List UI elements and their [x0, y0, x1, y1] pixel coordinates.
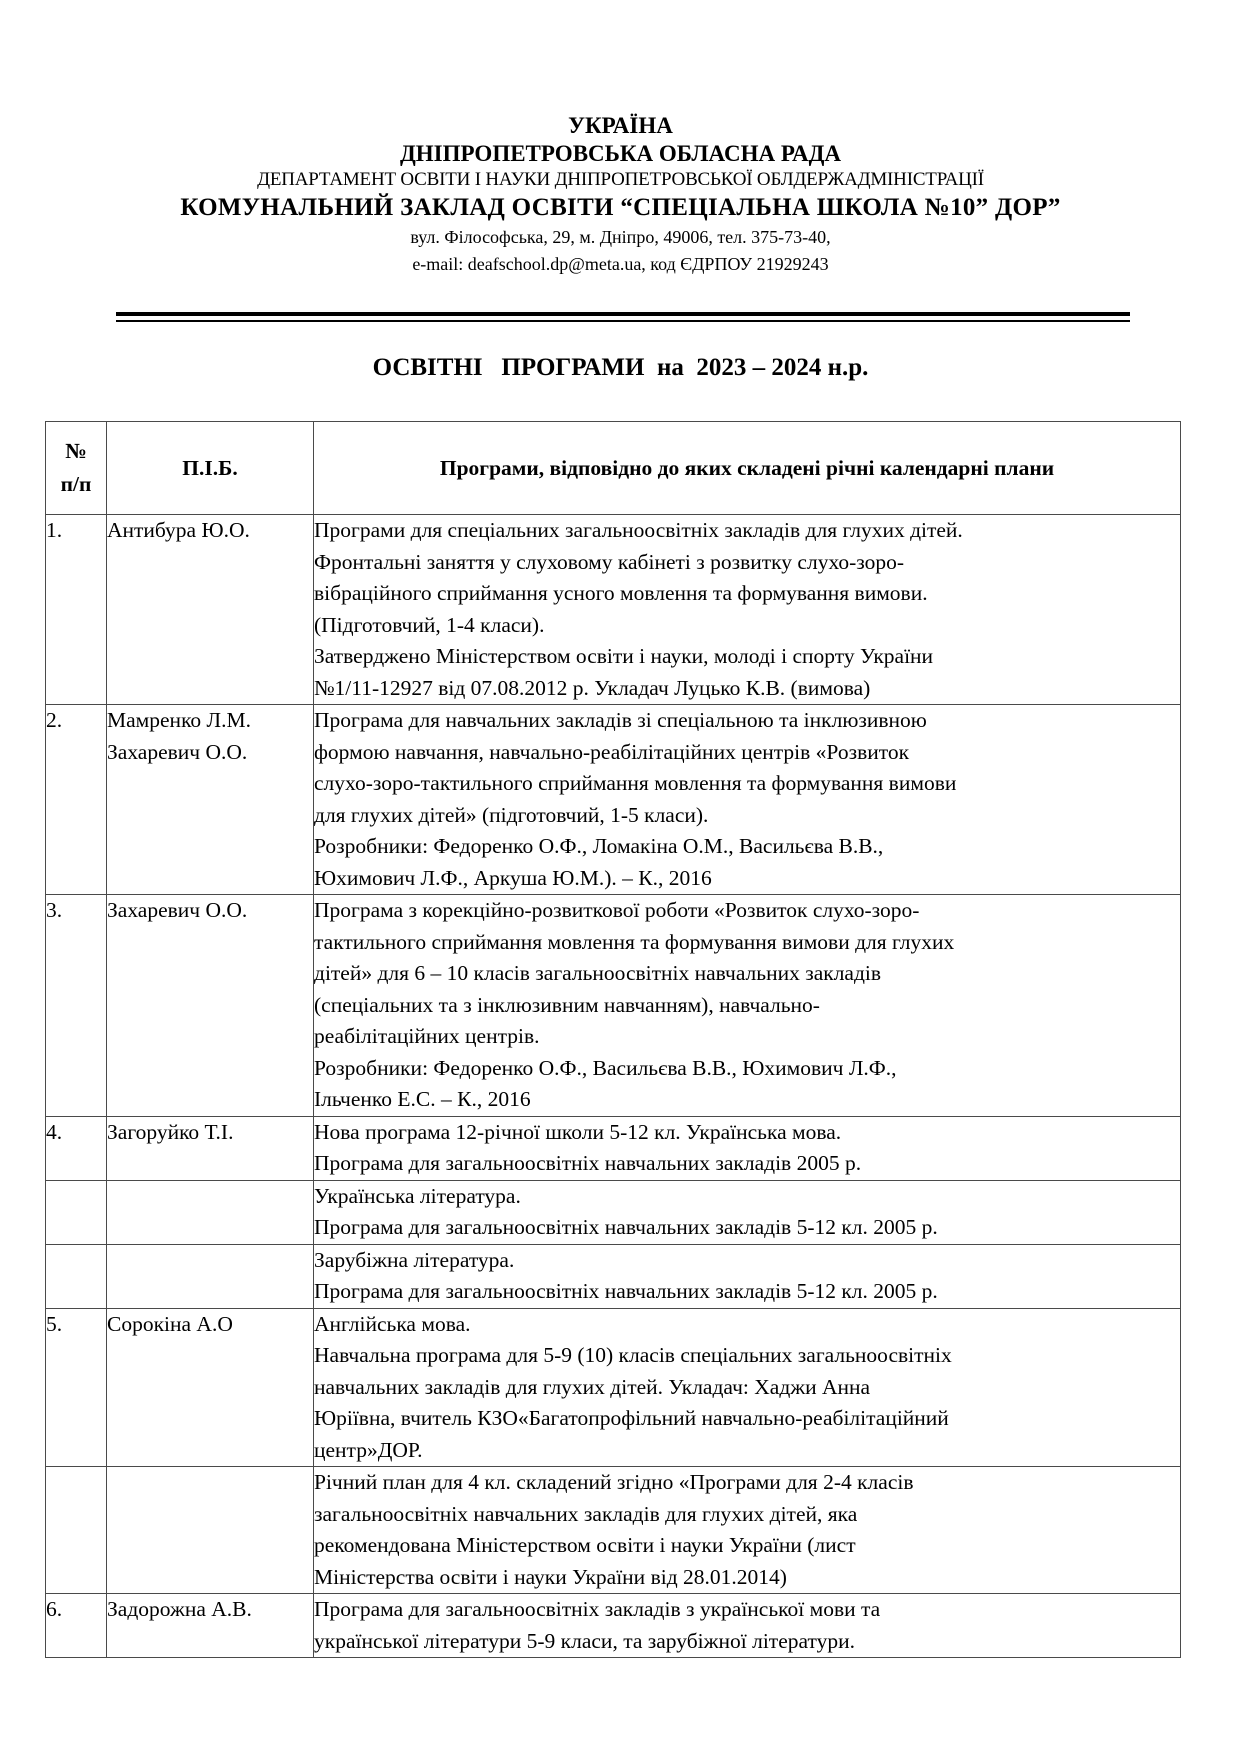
table-row — [46, 705, 1181, 895]
table-row — [46, 1594, 1181, 1658]
row-teacher — [107, 705, 314, 895]
teacher-name: Загоруйко Т.І. — [107, 1119, 234, 1144]
letterhead-school-name: КОМУНАЛЬНИЙ ЗАКЛАД ОСВІТИ “СПЕЦІАЛЬНА ШКОЛА №10” ДОР” — [180, 194, 1061, 221]
letterhead-department: ДЕПАРТАМЕНТ ОСВІТИ І НАУКИ ДНІПРОПЕТРОВСЬКОЇ ОБЛДЕРЖАДМІНІСТРАЦІЇ — [257, 169, 984, 190]
teacher-name: Задорожна А.В. — [107, 1597, 252, 1621]
row-programs — [314, 1594, 1181, 1658]
row-programs — [314, 1180, 1181, 1244]
program-text-line: центр»ДОР. — [314, 1437, 423, 1462]
header-number — [46, 422, 107, 515]
letterhead — [0, 112, 1241, 278]
program-text-line: Нова програма 12-річної школи 5-12 кл. Українська мова. — [314, 1119, 842, 1144]
row-programs — [314, 1116, 1181, 1180]
program-text-line: української літератури 5-9 класи, та зарубіжної літератури. — [314, 1628, 855, 1653]
row-teacher — [107, 895, 314, 1117]
program-text-line: Ільченко Е.С. – К., 2016 — [314, 1087, 531, 1111]
program-text-line: Зарубіжна література. — [314, 1247, 515, 1272]
table-row — [46, 1467, 1181, 1594]
program-text-line: Програми для спеціальних загальноосвітніх закладів для глухих дітей. — [314, 518, 963, 542]
program-text-line: Затверджено Міністерством освіти і науки, молоді і спорту України — [314, 644, 934, 668]
header-number-sign: № — [65, 439, 87, 463]
row-teacher — [107, 515, 314, 705]
row-number: 3. — [46, 895, 107, 1117]
row-teacher — [107, 1244, 314, 1308]
program-text-line: вібраційного сприймання усного мовлення та формування вимови. — [314, 581, 928, 605]
header-programs: Програми, відповідно до яких складені річні календарні плани — [314, 422, 1181, 515]
row-number — [46, 1467, 107, 1594]
row-programs — [314, 515, 1181, 705]
table-row — [46, 1180, 1181, 1244]
program-text-line: Програма для загальноосвітніх навчальних закладів 5-12 кл. 2005 р. — [314, 1215, 938, 1239]
row-teacher — [107, 1594, 314, 1658]
program-text-line: навчальних закладів для глухих дітей. Укладач: Хаджи Анна — [314, 1374, 871, 1399]
program-text-line: дітей» для 6 – 10 класів загальноосвітніх навчальних закладів — [314, 961, 882, 985]
teacher-name: Антибура Ю.О. — [107, 518, 250, 542]
program-text-line: загальноосвітніх навчальних закладів для глухих дітей, яка — [314, 1501, 858, 1526]
programs-table — [45, 421, 1181, 1658]
program-text-line: №1/11-12927 від 07.08.2012 р. Укладач Луцько К.В. (вимова) — [314, 675, 871, 700]
row-programs — [314, 1308, 1181, 1467]
teacher-name: Сорокіна А.О — [107, 1311, 233, 1336]
table-body — [46, 515, 1181, 1658]
program-text-line: (Підготовчий, 1-4 класи). — [314, 612, 545, 637]
program-text-line: формою навчання, навчально-реабілітаційних центрів «Розвиток — [314, 739, 910, 764]
row-programs — [314, 1467, 1181, 1594]
table-row — [46, 895, 1181, 1117]
teacher-name: Захаревич О.О. — [107, 898, 248, 922]
table-header-row — [46, 422, 1181, 515]
table-row — [46, 1116, 1181, 1180]
row-number: 4. — [46, 1116, 107, 1180]
letterhead-divider-thick — [116, 312, 1130, 316]
program-text-line: тактильного сприймання мовлення та формування вимови для глухих — [314, 929, 955, 954]
program-text-line: Англійська мова. — [314, 1311, 471, 1336]
program-text-line: Фронтальні заняття у слуховому кабінеті з розвитку слухо-зоро- — [314, 549, 905, 574]
row-number — [46, 1244, 107, 1308]
program-text-line: (спеціальних та з інклюзивним навчанням), навчально- — [314, 992, 820, 1017]
header-number-abbr: п/п — [60, 472, 92, 496]
program-text-line: Юріївна, вчитель КЗО«Багатопрофільний навчально-реабілітаційний — [314, 1406, 949, 1430]
program-text-line: слухо-зоро-тактильного сприймання мовлення та формування вимови — [314, 771, 957, 795]
table-row — [46, 1244, 1181, 1308]
row-programs — [314, 1244, 1181, 1308]
header-name: П.І.Б. — [107, 422, 314, 515]
program-text-line: Програма з корекційно-розвиткової роботи «Розвиток слухо-зоро- — [314, 898, 920, 922]
program-text-line: Розробники: Федоренко О.Ф., Ломакіна О.М., Васильєва В.В., — [314, 834, 884, 858]
row-programs — [314, 705, 1181, 895]
document-title: ОСВІТНІ ПРОГРАМИ на 2023 – 2024 н.р. — [372, 354, 869, 381]
program-text-line: Українська література. — [314, 1183, 521, 1208]
program-text-line: реабілітаційних центрів. — [314, 1024, 540, 1048]
row-number: 2. — [46, 705, 107, 895]
row-teacher — [107, 1467, 314, 1594]
row-teacher — [107, 1116, 314, 1180]
teacher-name: Захаревич О.О. — [107, 739, 248, 764]
program-text-line: Навчальна програма для 5-9 (10) класів спеціальних загальноосвітніх — [314, 1343, 952, 1367]
table-row — [46, 515, 1181, 705]
row-number: 1. — [46, 515, 107, 705]
letterhead-divider-thin — [116, 320, 1130, 322]
program-text-line: Річний план для 4 кл. складений згідно «Програми для 2-4 класів — [314, 1470, 914, 1494]
program-text-line: Міністерства освіти і науки України від 28.01.2014) — [314, 1564, 787, 1589]
row-number — [46, 1180, 107, 1244]
letterhead-country: УКРАЇНА — [568, 113, 673, 138]
row-teacher — [107, 1308, 314, 1467]
teacher-name: Мамренко Л.М. — [107, 708, 251, 732]
program-text-line: Програма для навчальних закладів зі спеціальною та інклюзивною — [314, 708, 927, 732]
row-number: 5. — [46, 1308, 107, 1467]
letterhead-council: ДНІПРОПЕТРОВСЬКА ОБЛАСНА РАДА — [399, 141, 842, 166]
table-row — [46, 1308, 1181, 1467]
letterhead-address: вул. Філософська, 29, м. Дніпро, 49006, тел. 375-73-40, — [410, 227, 831, 247]
letterhead-contacts: e-mail: deafschool.dp@meta.ua, код ЄДРПОУ 21929243 — [412, 254, 829, 274]
row-programs — [314, 895, 1181, 1117]
program-text-line: Програма для загальноосвітніх навчальних закладів 5-12 кл. 2005 р. — [314, 1279, 938, 1303]
program-text-line: Розробники: Федоренко О.Ф., Васильєва В.В., Юхимович Л.Ф., — [314, 1055, 897, 1080]
row-teacher — [107, 1180, 314, 1244]
program-text-line: рекомендована Міністерством освіти і науки України (лист — [314, 1533, 856, 1557]
row-number: 6. — [46, 1594, 107, 1658]
program-text-line: Програма для загальноосвітніх закладів з української мови та — [314, 1597, 881, 1621]
program-text-line: для глухих дітей» (підготовчий, 1-5 класи). — [314, 802, 709, 827]
program-text-line: Юхимович Л.Ф., Аркуша Ю.М.). – К., 2016 — [314, 865, 712, 890]
program-text-line: Програма для загальноосвітніх навчальних закладів 2005 р. — [314, 1151, 862, 1175]
